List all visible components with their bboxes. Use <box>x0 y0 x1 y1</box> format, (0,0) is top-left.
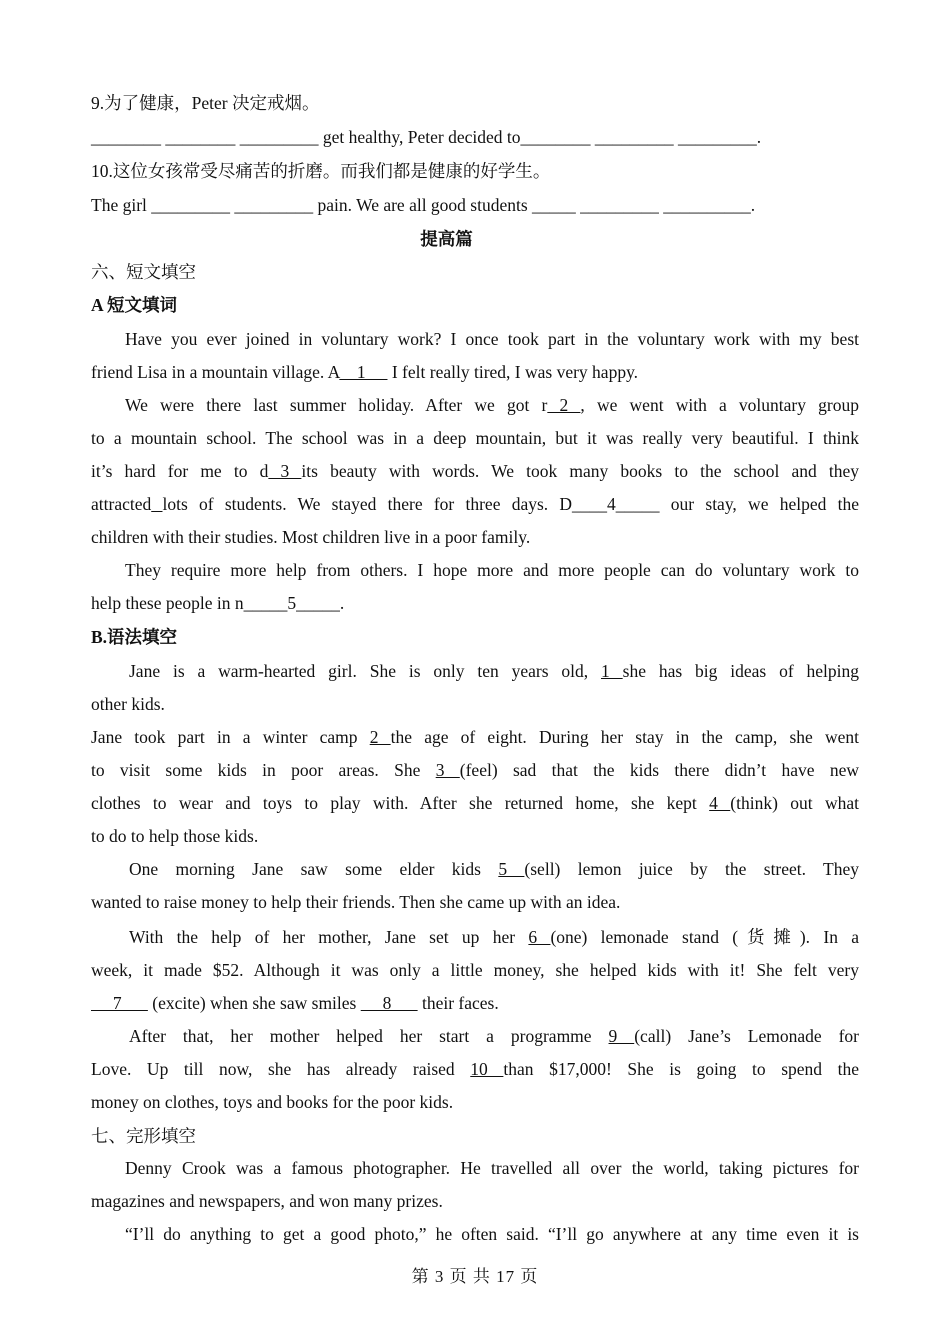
cloze-line: magazines and newspapers, and won many prizes. <box>91 1191 443 1211</box>
blank-b10: 10 <box>470 1059 504 1079</box>
section-heading-seven: 七、完形填空 <box>91 1126 196 1146</box>
passage-b-line: clothes to wear and toys to play with. After she returned home, she kept 4 (think) out what <box>91 793 859 813</box>
exercise-10-english: The girl _________ _________ pain. We are all good students _____ _________ __________. <box>91 195 756 215</box>
blank-b4: 4 <box>709 793 731 813</box>
passage-b-line: Love. Up till now, she has already raised 10 than $17,000! She is going to spend the <box>91 1059 860 1079</box>
blank-b6: 6 <box>528 927 551 947</box>
exercise-10-chinese: 10.这位女孩常受尽痛苦的折磨。而我们都是健康的好学生。 <box>91 161 551 181</box>
passage-a-line: Have you ever joined in voluntary work? I once took part in the voluntary work with my best <box>125 329 859 349</box>
blank-b1: 1 <box>601 661 623 681</box>
blank-b3: 3 <box>435 760 460 780</box>
section-title-advanced: 提高篇 <box>420 229 473 249</box>
page-footer: 第 3 页 共 17 页 <box>411 1267 539 1286</box>
section-heading-six: 六、短文填空 <box>91 262 196 282</box>
exercise-9-chinese: 9.为了健康，Peter 决定戒烟。 <box>91 93 320 113</box>
cloze-line: Denny Crook was a famous photographer. He travelled all over the world, taking pictures for <box>125 1158 859 1178</box>
passage-a-line: friend Lisa in a mountain village. A 1 I felt really tired, I was very happy. <box>91 362 639 382</box>
passage-b-line: other kids. <box>91 694 165 714</box>
passage-b-line: Jane took part in a winter camp 2 the age of eight. During her stay in the camp, she went <box>91 727 859 747</box>
passage-a-line: They require more help from others. I hope more and more people can do voluntary work to <box>125 560 859 580</box>
blank-1: 1 <box>339 362 388 382</box>
passage-a-line: it’s hard for me to d 3 its beauty with words. We took many books to the school and they <box>91 461 860 481</box>
blank-b2: 2 <box>369 727 391 747</box>
passage-b-line: 7 (excite) when she saw smiles 8 their faces. <box>91 993 499 1013</box>
passage-b-line: Jane is a warm-hearted girl. She is only ten years old, 1 she has big ideas of helping <box>129 661 860 681</box>
passage-b-line: After that, her mother helped her start a programme 9 (call) Jane’s Lemonade for <box>129 1026 860 1046</box>
subsection-a-heading: A 短文填词 <box>91 295 178 315</box>
passage-a-line: to a mountain school. The school was in a deep mountain, but it was really very beautiful. I think <box>91 428 859 448</box>
cloze-line: “I’ll do anything to get a good photo,” he often said. “I’ll go anywhere at any time even it is <box>125 1224 859 1244</box>
passage-b-line: to visit some kids in poor areas. She 3 (feel) sad that the kids there didn’t have new <box>91 760 859 780</box>
blank-b7: 7 <box>91 993 148 1013</box>
blank-b9: 9 <box>608 1026 635 1046</box>
passage-a-line: help these people in n_____5_____. <box>91 593 345 613</box>
passage-a-line: We were there last summer holiday. After we got r 2 , we went with a voluntary group <box>125 395 859 415</box>
blank-3: 3 <box>268 461 302 481</box>
exercise-9-english: ________ ________ _________ get healthy, Peter decided to________ _________ _________. <box>91 127 762 147</box>
passage-b-line: wanted to raise money to help their friends. Then she came up with an idea. <box>91 892 621 912</box>
passage-a-line: children with their studies. Most children live in a poor family. <box>91 527 531 547</box>
passage-b-line: to do to help those kids. <box>91 826 259 846</box>
passage-b-line: money on clothes, toys and books for the poor kids. <box>91 1092 454 1112</box>
passage-b-line: With the help of her mother, Jane set up her 6 (one) lemonade stand (货摊). In a <box>129 927 860 947</box>
passage-b-line: One morning Jane saw some elder kids 5 (sell) lemon juice by the street. They <box>129 859 860 879</box>
passage-b-line: week, it made $52. Although it was only a little money, she helped kids with it! She felt very <box>91 960 859 980</box>
passage-a-line: attracted lots of students. We stayed there for three days. D____4_____ our stay, we helped the <box>91 494 859 514</box>
blank-b5: 5 <box>498 859 525 879</box>
subsection-b-heading: B.语法填空 <box>91 627 178 647</box>
blank-b8: 8 <box>360 993 418 1013</box>
blank-2: 2 <box>547 395 581 415</box>
